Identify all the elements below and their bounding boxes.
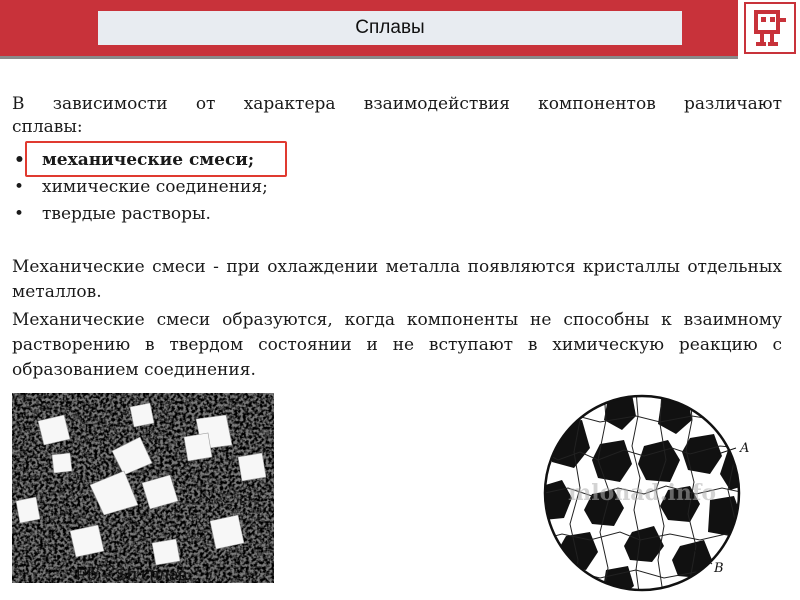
intro-line-2: сплавы: bbox=[12, 117, 83, 137]
diagram-label-b: B bbox=[714, 561, 724, 576]
highlight-frame bbox=[25, 141, 287, 177]
slide-title: Сплавы bbox=[98, 11, 682, 45]
header-divider bbox=[0, 56, 738, 59]
microstructure-diagram bbox=[540, 390, 760, 600]
micrograph-caption: Pb – Sb сплав bbox=[76, 565, 188, 584]
list-item: • твердые растворы. bbox=[12, 201, 268, 228]
paragraph-formation: Механические смеси образуются, когда компоненты не способны к взаимному растворению в твердом состоянии и не вступают в химическую реакцию с образованием соединения. bbox=[12, 310, 782, 380]
paragraph-mechanical-mixtures: Механические смеси - при охлаждении металла появляются кристаллы отдельных металлов. bbox=[12, 257, 782, 302]
micrograph-image bbox=[12, 393, 274, 583]
list-item: • химические соединения; bbox=[12, 174, 268, 201]
logo bbox=[744, 2, 796, 54]
intro-line-1: В зависимости от характера взаимодействия компонентов различают bbox=[12, 94, 782, 114]
robot-logo-icon bbox=[746, 4, 794, 52]
intro-text bbox=[12, 93, 782, 139]
diagram-watermark: mlonad.info bbox=[567, 480, 717, 506]
diagram-label-a: A bbox=[740, 441, 750, 456]
list-item: • механические смеси; bbox=[12, 147, 268, 174]
